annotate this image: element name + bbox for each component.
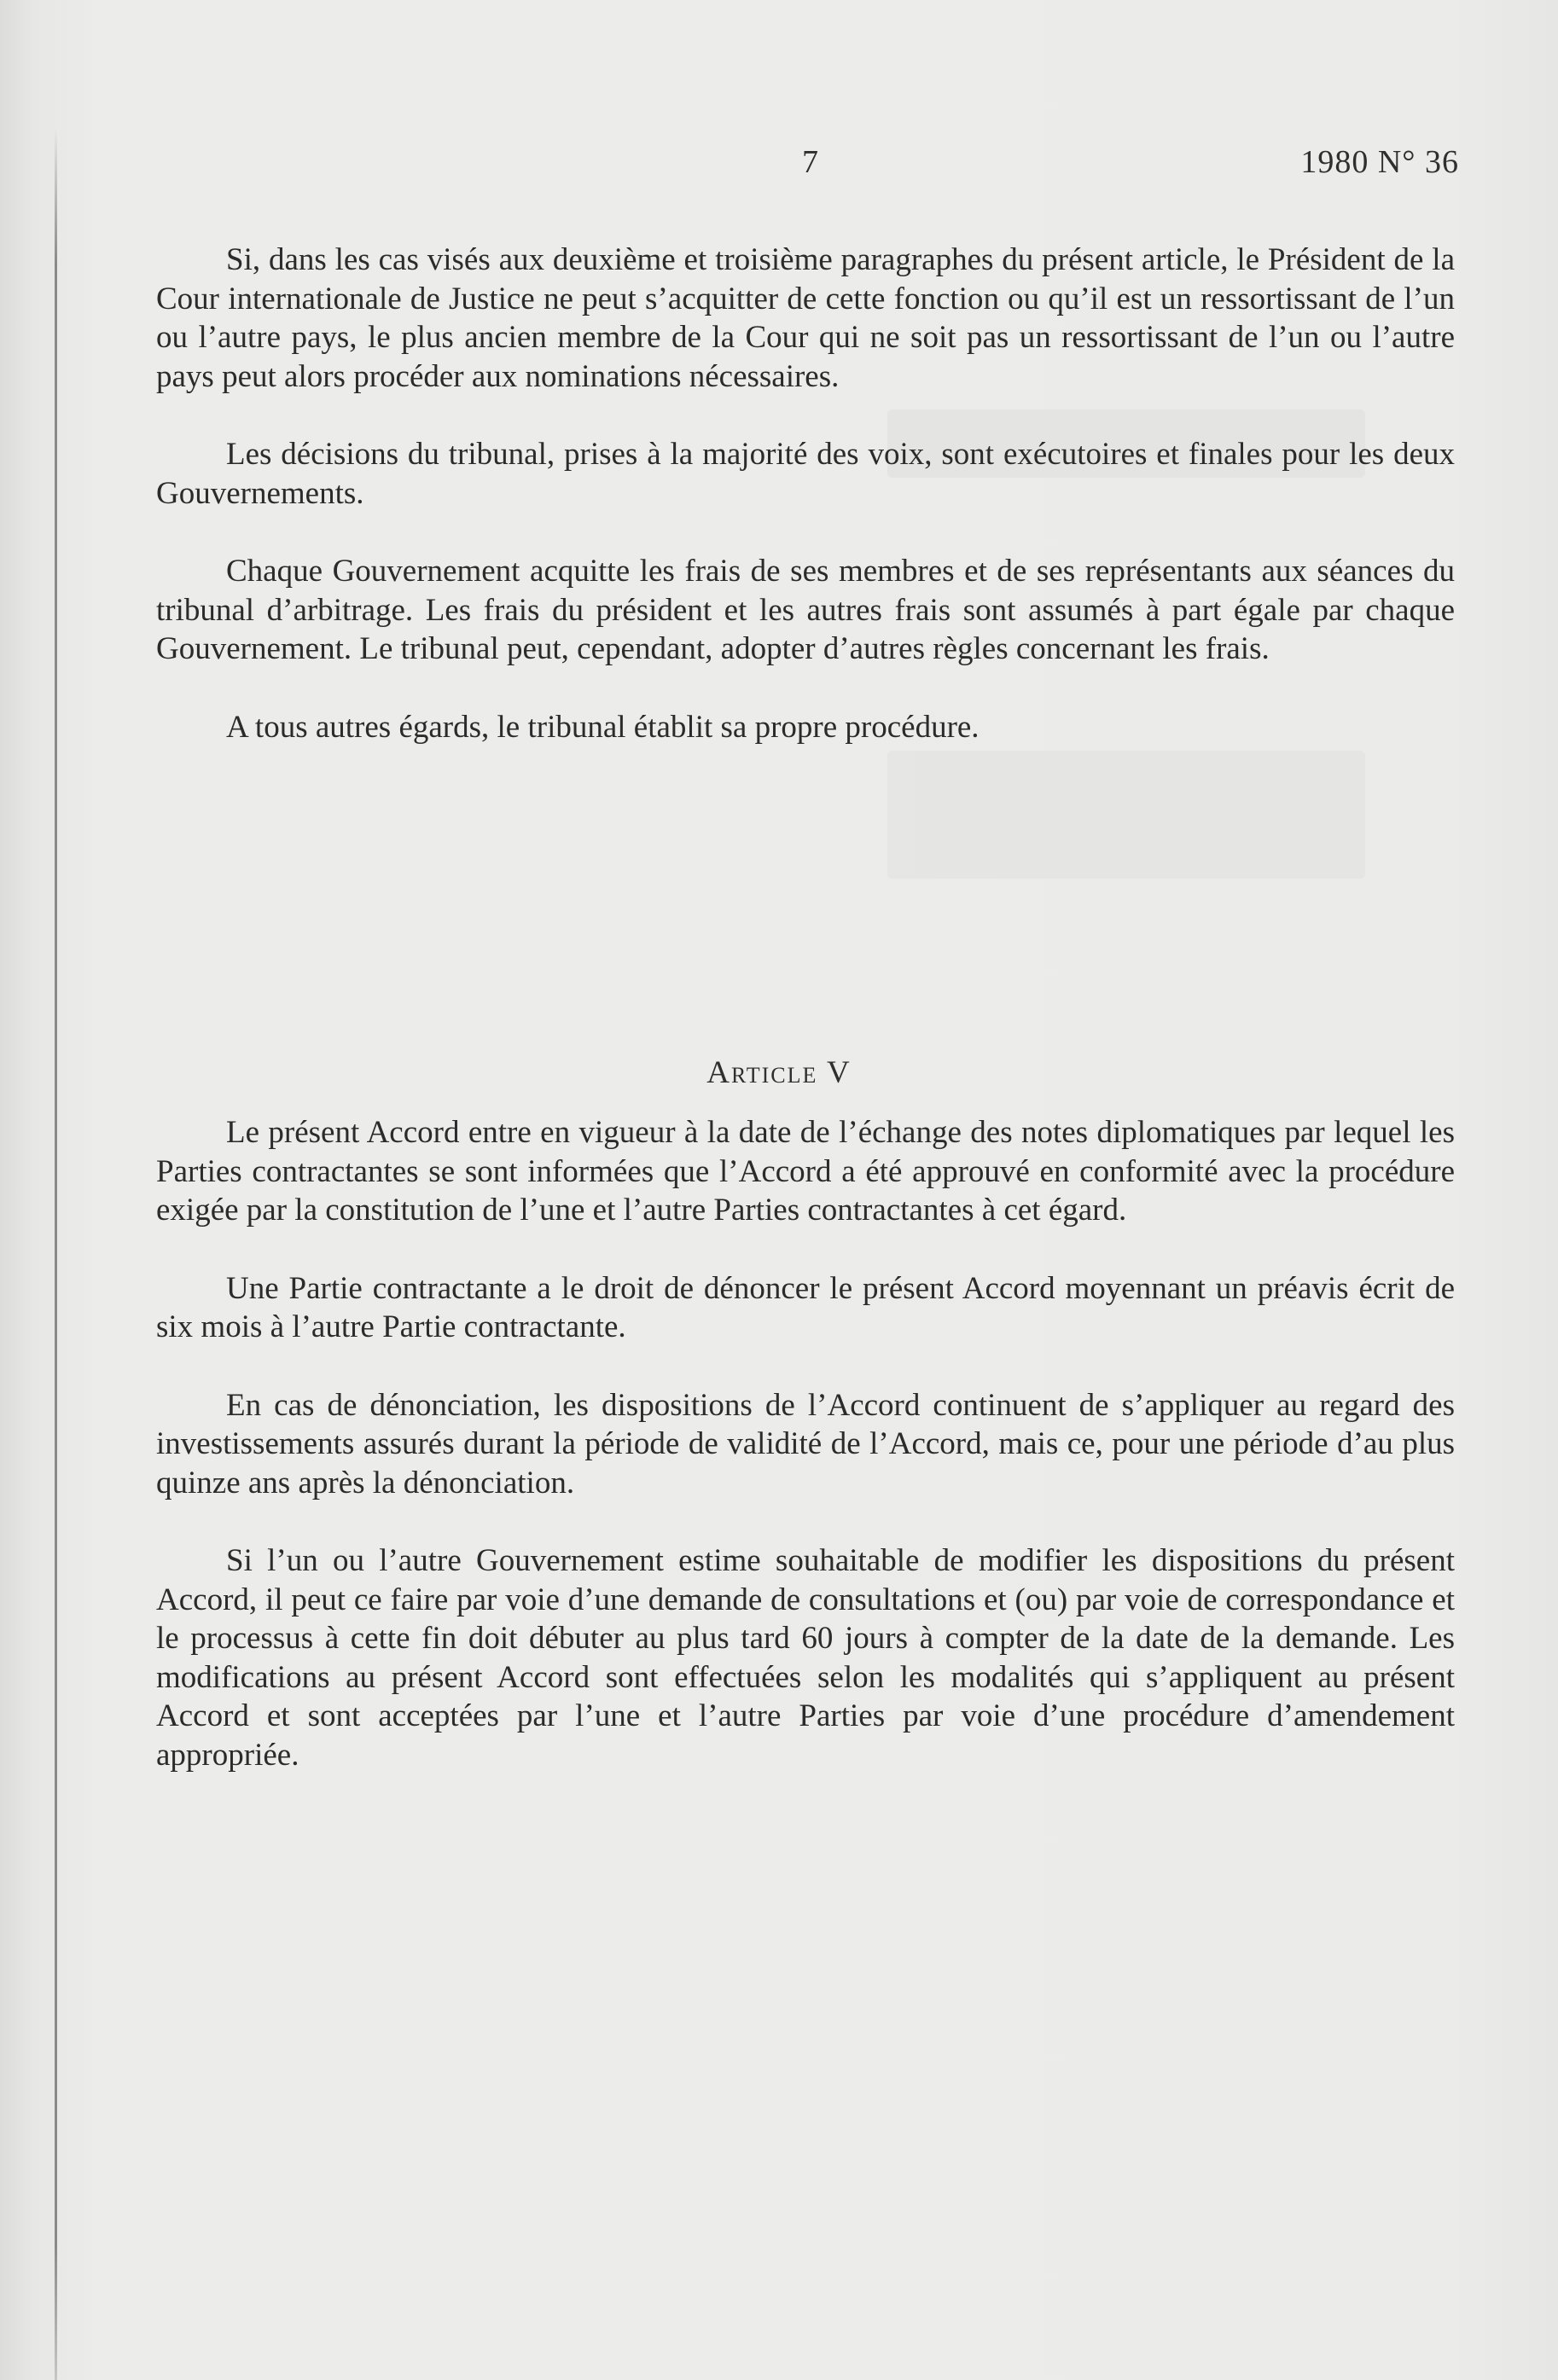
page-header bbox=[0, 143, 1558, 194]
paragraph: Chaque Gouvernement acquitte les frais de ses membres et de ses représentants aux séances du tribunal d’arbitrage. Les frais du président et les autres frais sont assumés à part égale par chaque Gouvernement. Le tribunal peut, cependant, adopter d’autres règles concernant les frais. bbox=[156, 554, 1455, 666]
page-number: 7 bbox=[802, 144, 818, 180]
document-reference: 1980 N° 36 bbox=[1300, 144, 1459, 180]
article-heading: Article V bbox=[706, 1055, 852, 1090]
paragraph: En cas de dénonciation, les dispositions de l’Accord continuent de s’appliquer au regard des investissements assurés durant la période de validité de l’Accord, mais ce, pour une période d’au plus quinze ans après la dénonciation. bbox=[156, 1387, 1455, 1501]
paragraph: Si, dans les cas visés aux deuxième et troisième paragraphes du présent article, le Président de la Cour internationale de Justice ne peut s’acquitter de cette fonction ou qu’il est un ressortissant de l’un ou l’autre pays, le plus ancien membre de la Cour qui ne soit pas un ressortissant de l’un ou l’autre pays peut alors procéder aux nominations nécessaires. bbox=[156, 242, 1455, 394]
paragraph: Les décisions du tribunal, prises à la majorité des voix, sont exécutoires et finales pour les deux Gouvernements. bbox=[156, 437, 1455, 511]
binding-edge bbox=[55, 128, 57, 2380]
paragraph: Le présent Accord entre en vigueur à la date de l’échange des notes diplomatiques par lequel les Parties contractantes se sont informées que l’Accord a été approuvé en conformité avec la procédure exigée par la constitution de l’une et l’autre Parties contractantes à cet égard. bbox=[156, 1115, 1455, 1228]
paragraph: Une Partie contractante a le droit de dénoncer le présent Accord moyennant un préavis écrit de six mois à l’autre Partie contractante. bbox=[156, 1270, 1455, 1344]
paragraph: A tous autres égards, le tribunal établit sa propre procédure. bbox=[226, 709, 980, 745]
bleed-through-shadow bbox=[887, 751, 1365, 879]
article-iv-continuation bbox=[156, 241, 1455, 746]
paragraph: Si l’un ou l’autre Gouvernement estime souhaitable de modifier les dispositions du présent Accord, il peut ce faire par voie d’une demande de consultations et (ou) par voie de correspondance et le processus à cette fin doit débuter au plus tard 60 jours à compter de la date de la demande. Les modifications au présent Accord sont effectuées selon les modalités qui s’appliquent au présent Accord et sont acceptées par l’une et l’autre Parties par voie d’une procédure d’amendement appropriée. bbox=[156, 1543, 1455, 1773]
article-v-body bbox=[156, 1113, 1455, 1774]
